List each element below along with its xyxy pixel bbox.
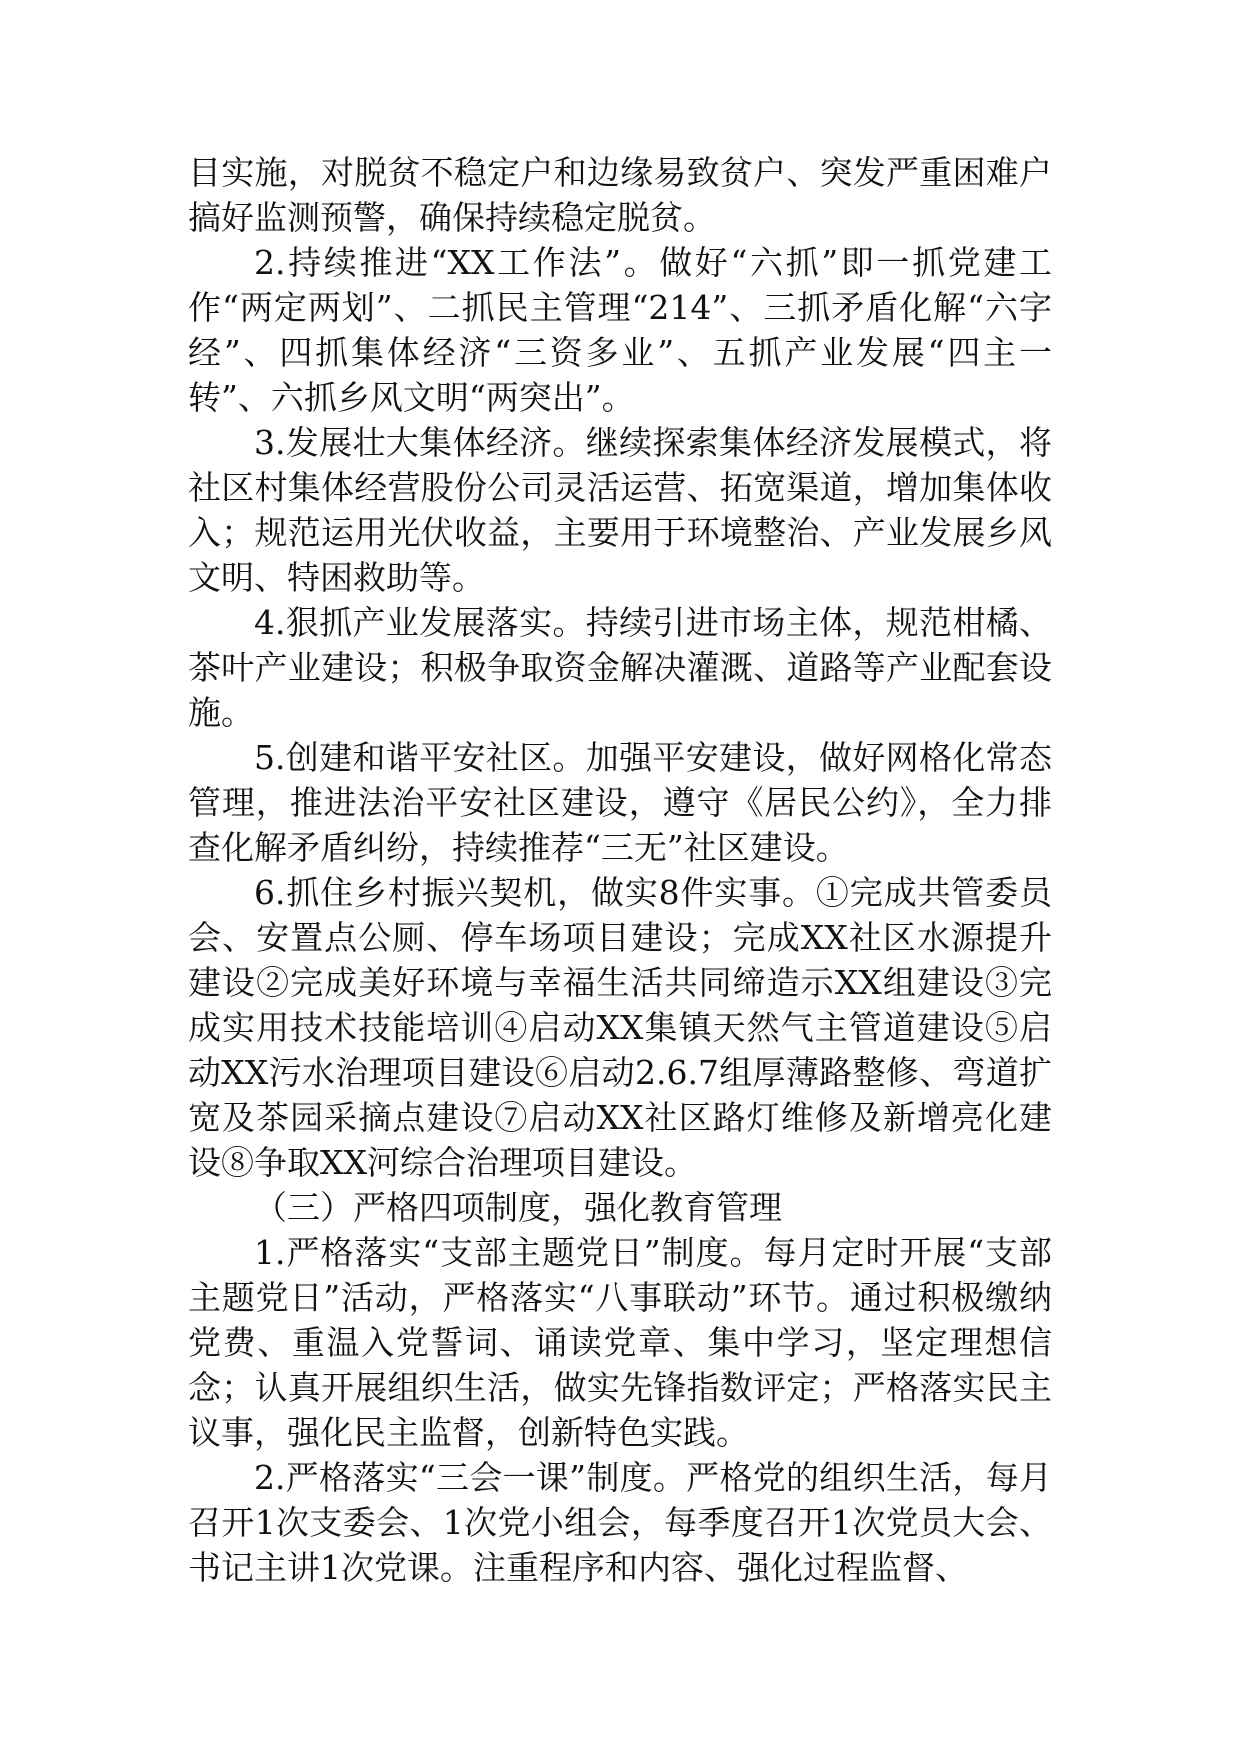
paragraph-item-2: 2.持续推进“XX工作法”。做好“六抓”即一抓党建工作“两定两划”、二抓民主管理“214”、三抓矛盾化解“六字经”、四抓集体经济“三资多业”、五抓产业发展“四主一转”、六抓乡风文明“两突出”。 — [188, 243, 1052, 417]
section-heading: （三）严格四项制度，强化教育管理 — [254, 1188, 782, 1227]
paragraph-item-4: 4.狠抓产业发展落实。持续引进市场主体，规范柑橘、茶叶产业建设；积极争取资金解决灌溉、道路等产业配套设施。 — [188, 603, 1052, 732]
paragraph-section-item-2: 2.严格落实“三会一课”制度。严格党的组织生活，每月召开1次支委会、1次党小组会，每季度召开1次党员大会、书记主讲1次党课。注重程序和内容、强化过程监督、 — [188, 1458, 1052, 1587]
paragraph-item-5: 5.创建和谐平安社区。加强平安建设，做好网格化常态管理，推进法治平安社区建设，遵守《居民公约》，全力排查化解矛盾纠纷，持续推荐“三无”社区建设。 — [188, 738, 1052, 867]
paragraph-item-6: 6.抓住乡村振兴契机，做实8件实事。①完成共管委员会、安置点公厕、停车场项目建设；完成XX社区水源提升建设②完成美好环境与幸福生活共同缔造示XX组建设③完成实用技术技能培训④启动XX集镇天然气主管道建设⑤启动XX污水治理项目建设⑥启动2.6.7组厚薄路整修、弯道扩宽及茶园采摘点建设⑦启动XX社区路灯维修及新增亮化建设⑧争取XX河综合治理项目建设。 — [188, 873, 1052, 1182]
document-body — [188, 150, 1052, 1590]
paragraph-item-3: 3.发展壮大集体经济。继续探索集体经济发展模式，将社区村集体经营股份公司灵活运营、拓宽渠道，增加集体收入；规范运用光伏收益，主要用于环境整治、产业发展乡风文明、特困救助等。 — [188, 423, 1052, 597]
paragraph-section-item-1: 1.严格落实“支部主题党日”制度。每月定时开展“支部主题党日”活动，严格落实“八事联动”环节。通过积极缴纳党费、重温入党誓词、诵读党章、集中学习，坚定理想信念；认真开展组织生活，做实先锋指数评定；严格落实民主议事，强化民主监督，创新特色实践。 — [188, 1233, 1052, 1452]
paragraph-continuation: 目实施，对脱贫不稳定户和边缘易致贫户、突发严重困难户搞好监测预警，确保持续稳定脱贫。 — [188, 153, 1052, 237]
